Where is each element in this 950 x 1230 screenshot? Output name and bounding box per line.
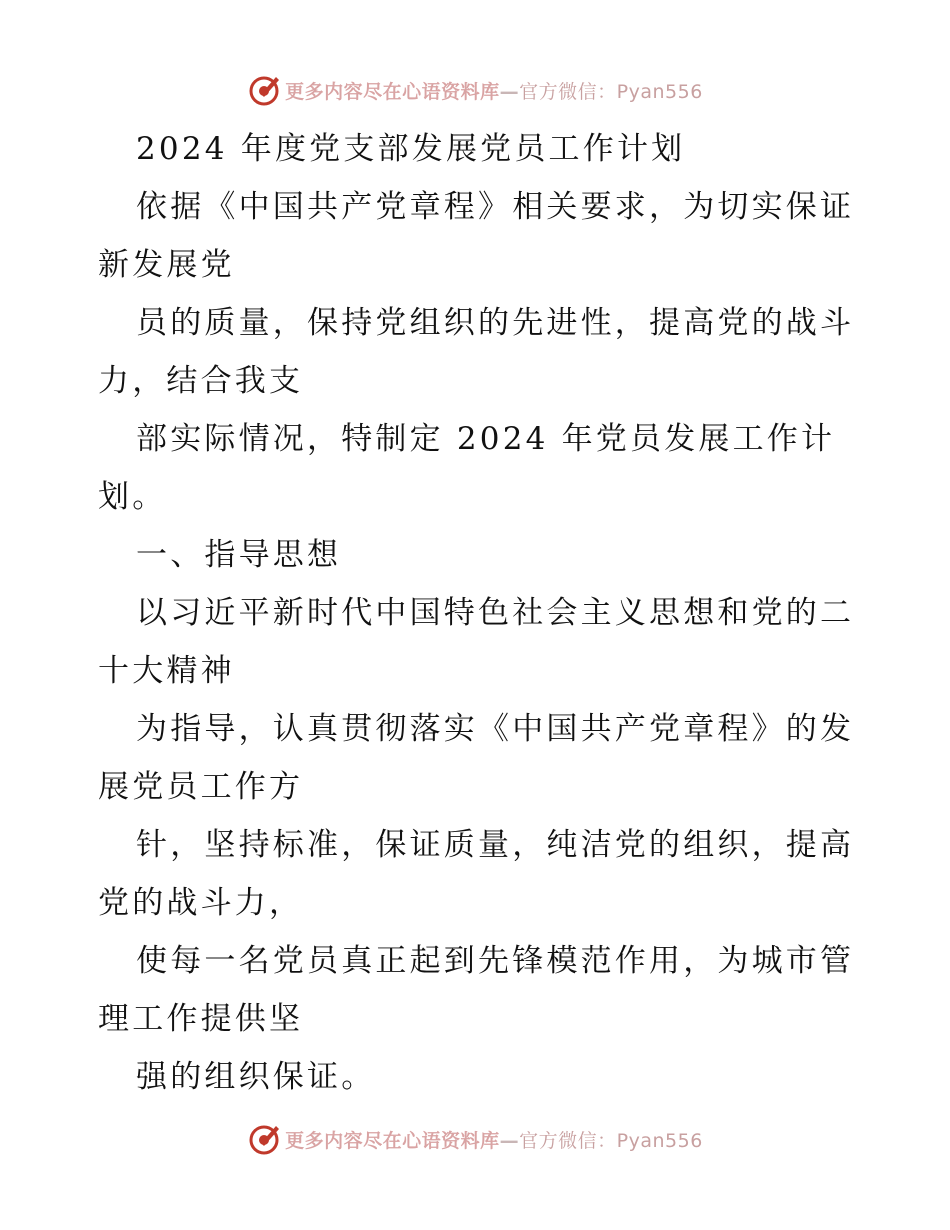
text-line: 党的战斗力， bbox=[98, 885, 304, 921]
text-line: 理工作提供坚 bbox=[98, 1001, 304, 1037]
pen-logo-icon bbox=[247, 1122, 281, 1156]
text-line: 强的组织保证。 bbox=[136, 1059, 376, 1095]
banner-text: 更多内容尽在心语资料库—官方微信：Pyan556 bbox=[285, 1129, 703, 1152]
text-line: 十大精神 bbox=[98, 653, 235, 689]
text-line: 力，结合我支 bbox=[98, 363, 304, 399]
text-line: 划。 bbox=[98, 479, 167, 515]
top-banner bbox=[0, 70, 950, 110]
bottom-banner bbox=[0, 1119, 950, 1159]
text-line: 新发展党 bbox=[98, 247, 235, 283]
text-line: 为指导，认真贯彻落实《中国共产党章程》的发 bbox=[136, 711, 855, 747]
section-heading: 一、指导思想 bbox=[136, 537, 342, 573]
text-line: 员的质量，保持党组织的先进性，提高党的战斗 bbox=[136, 305, 855, 341]
document-body bbox=[98, 120, 858, 1106]
text-line: 展党员工作方 bbox=[98, 769, 304, 805]
text-line: 部实际情况，特制定 2024 年党员发展工作计 bbox=[136, 421, 836, 457]
text-line: 针，坚持标准，保证质量，纯洁党的组织，提高 bbox=[136, 827, 855, 863]
text-line: 以习近平新时代中国特色社会主义思想和党的二 bbox=[136, 595, 855, 631]
document-title: 2024 年度党支部发展党员工作计划 bbox=[136, 131, 686, 167]
text-line: 依据《中国共产党章程》相关要求，为切实保证 bbox=[136, 189, 855, 225]
banner-text: 更多内容尽在心语资料库—官方微信：Pyan556 bbox=[285, 80, 703, 103]
text-line: 使每一名党员真正起到先锋模范作用，为城市管 bbox=[136, 943, 855, 979]
pen-logo-icon bbox=[247, 73, 281, 107]
